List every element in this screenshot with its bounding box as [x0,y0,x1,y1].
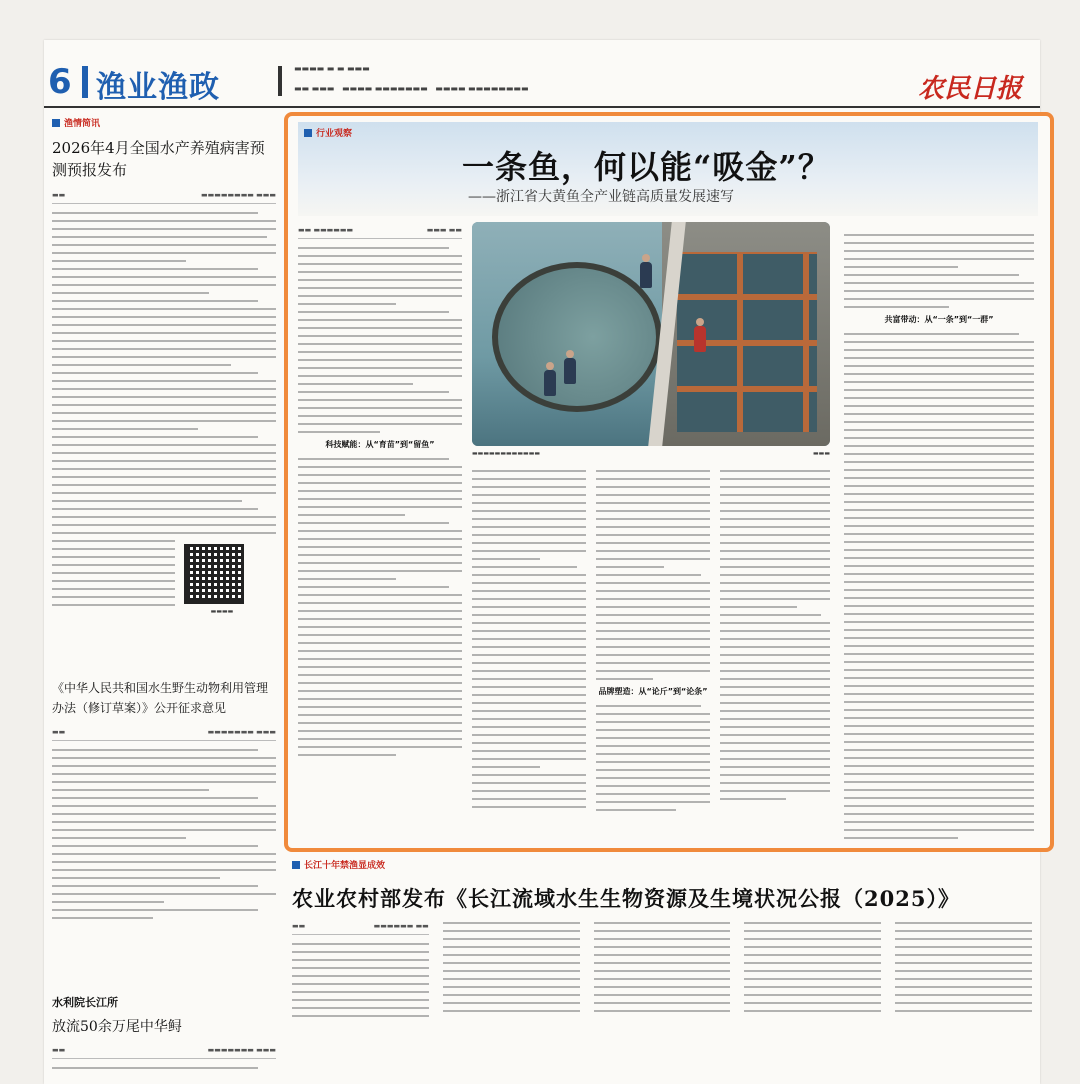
left-article-1 [52,116,276,612]
worker-figure [564,358,576,384]
article-body-text [52,1067,276,1069]
article-headline: 2026年4月全国水产养殖病害预测预报发布 [52,139,265,179]
masthead [44,50,1040,120]
worker-figure [694,326,706,352]
article-body-text [298,247,462,433]
qr-caption: ▬▬▬▬ [210,608,234,615]
article-body-text [292,943,429,1017]
feature-column-5 [844,226,1034,845]
article-body-text [895,922,1032,1012]
article-tag [304,126,352,139]
article-kicker: 水利院长江所 [52,996,118,1009]
feature-subheadline: ——浙江省大黄鱼全产业链高质量发展速写 [468,189,734,205]
feature-column-4 [720,462,830,806]
tag-square-icon [52,119,60,127]
bottom-article-columns [292,922,1032,1023]
newspaper-brand-logo: 农民日报 [917,74,1022,104]
article-body-text [298,458,462,756]
article-headline: 农业农村部发布《长江流域水生生物资源及生境状况公报（2025）》 [292,886,960,911]
article-headline: 放流50余万尾中华鲟 [52,1019,182,1035]
section-name: 渔业渔政 [96,70,220,105]
feature-column-2 [472,462,586,814]
feature-photo [472,222,830,446]
article-body-text [844,234,1034,308]
feature-column-1 [298,226,462,762]
article-column [594,922,731,1023]
article-tag [52,116,276,129]
article-tag-label: 行业观察 [316,129,353,139]
article-column [292,922,429,1023]
article-body-text [472,470,586,808]
feature-article-highlight[interactable] [284,112,1054,852]
page-number: 6 [48,62,72,102]
article-body-text [744,922,881,1012]
article-body-text [596,470,710,680]
article-headline: 《中华人民共和国水生野生动物利用管理办法（修订草案）》公开征求意见 [52,681,269,715]
newspaper-sheet [44,40,1040,1084]
article-body-text [844,333,1034,839]
article-byline: ▬▬ ▬▬▬▬▬▬▬▬ ▬▬▬ [52,191,276,204]
article-byline: ▬▬ ▬▬▬▬▬▬ ▬▬ [292,922,429,935]
masthead-rule [44,106,1040,108]
article-body-text [594,922,731,1012]
worker-figure [544,370,556,396]
qr-code-icon[interactable] [184,544,244,604]
qr-code-block[interactable] [184,544,260,615]
left-article-3 [52,994,276,1075]
article-column [744,922,881,1023]
tag-square-icon [304,129,312,137]
masthead-meta-line: ▬▬▬▬ ▬ ▬ ▬▬▬ [294,64,370,73]
article-byline: ▬▬ ▬▬▬▬▬▬▬ ▬▬▬ [52,728,276,741]
article-tag [292,858,1032,871]
article-body-text [596,705,710,811]
article-tag-label: 渔情简讯 [64,119,101,129]
feature-headline: 一条鱼，何以能“吸金”？ [462,148,831,186]
feature-banner [298,122,1038,216]
masthead-divider [278,66,282,96]
photo-caption: ▬▬▬▬▬▬▬▬▬▬▬▬ ▬▬▬ [472,450,830,457]
article-column [443,922,580,1023]
masthead-bar [82,66,88,98]
worker-figure [640,262,652,288]
bottom-article [292,858,1032,930]
article-body-text [443,922,580,1012]
article-body-text [52,749,276,919]
tag-square-icon [292,861,300,869]
left-article-2 [52,678,276,925]
feature-column-3 [596,462,710,817]
article-column [895,922,1032,1023]
article-tag-label: 长江十年禁渔显成效 [304,861,386,871]
feature-subhead: 品牌塑造：从“论斤”到“论条” [598,687,708,696]
feature-subhead: 共富带动：从“一条”到“一群” [884,315,994,324]
article-byline: ▬▬ ▬▬▬▬▬▬▬ ▬▬▬ [52,1046,276,1059]
article-byline: ▬▬ ▬▬▬▬▬▬ ▬▬▬ ▬▬ [298,226,462,239]
article-body-text [720,470,830,800]
fish-pen-image [492,262,662,412]
masthead-meta-line: ▬▬ ▬▬▬ ▬▬▬▬ ▬▬▬▬▬▬▬ ▬▬▬▬ ▬▬▬▬▬▬▬▬ [294,84,529,93]
feature-subhead: 科技赋能：从“育苗”到“留鱼” [325,440,435,449]
